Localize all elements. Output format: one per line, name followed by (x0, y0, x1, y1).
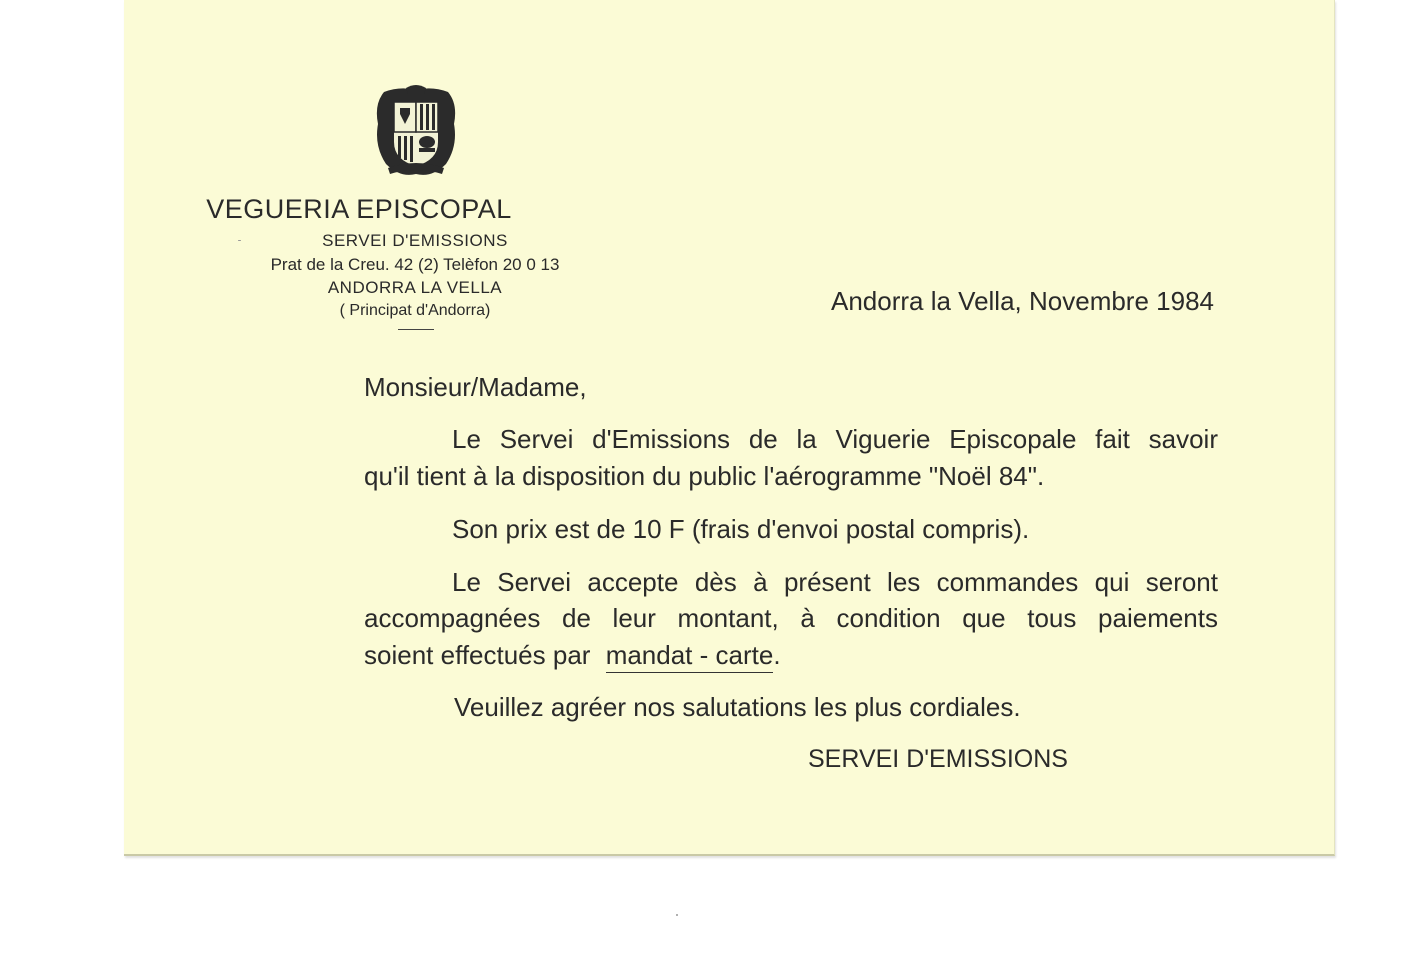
paragraph-3-line-1: Le Servei accepte dès à présent les commandes qui seront (452, 567, 1218, 597)
letterhead-title: VEGUERIA EPISCOPAL (206, 194, 512, 224)
letterhead-city: ANDORRA LA VELLA (327, 278, 503, 297)
paragraph-2: Son prix est de 10 F (frais d'envoi postal compris). (452, 514, 1030, 544)
coat-of-arms-icon (370, 84, 462, 180)
paragraph-3-line-2: accompagnées de leur montant, à condition que tous paiements (364, 603, 1218, 633)
dust-speck (238, 240, 241, 241)
letterhead-address: Prat de la Creu. 42 (2) Telèfon 20 0 13 (270, 255, 560, 274)
closing: Veuillez agréer nos salutations les plus cordiales. (454, 692, 1021, 722)
paragraph-1-line-2: qu'il tient à la disposition du public l'aérogramme "Noël 84". (364, 461, 1045, 491)
salutation: Monsieur/Madame, (364, 372, 587, 402)
signature: SERVEI D'EMISSIONS (808, 745, 1068, 773)
paragraph-1-line-1: Le Servei d'Emissions de la Viguerie Episcopale fait savoir (452, 424, 1218, 454)
paragraph-3-line-3 (364, 640, 781, 671)
dust-speck (676, 914, 678, 916)
paragraph-3-line-3-prefix: soient effectués par (364, 640, 591, 670)
letterhead-divider (398, 329, 434, 330)
dateline: Andorra la Vella, Novembre 1984 (830, 286, 1214, 316)
letterhead-country: ( Principat d'Andorra) (339, 302, 491, 319)
letterhead-service: SERVEI D'EMISSIONS (322, 231, 508, 250)
paragraph-3-line-3-suffix: . (773, 640, 781, 670)
payment-method-emphasis: mandat - carte (606, 640, 774, 673)
